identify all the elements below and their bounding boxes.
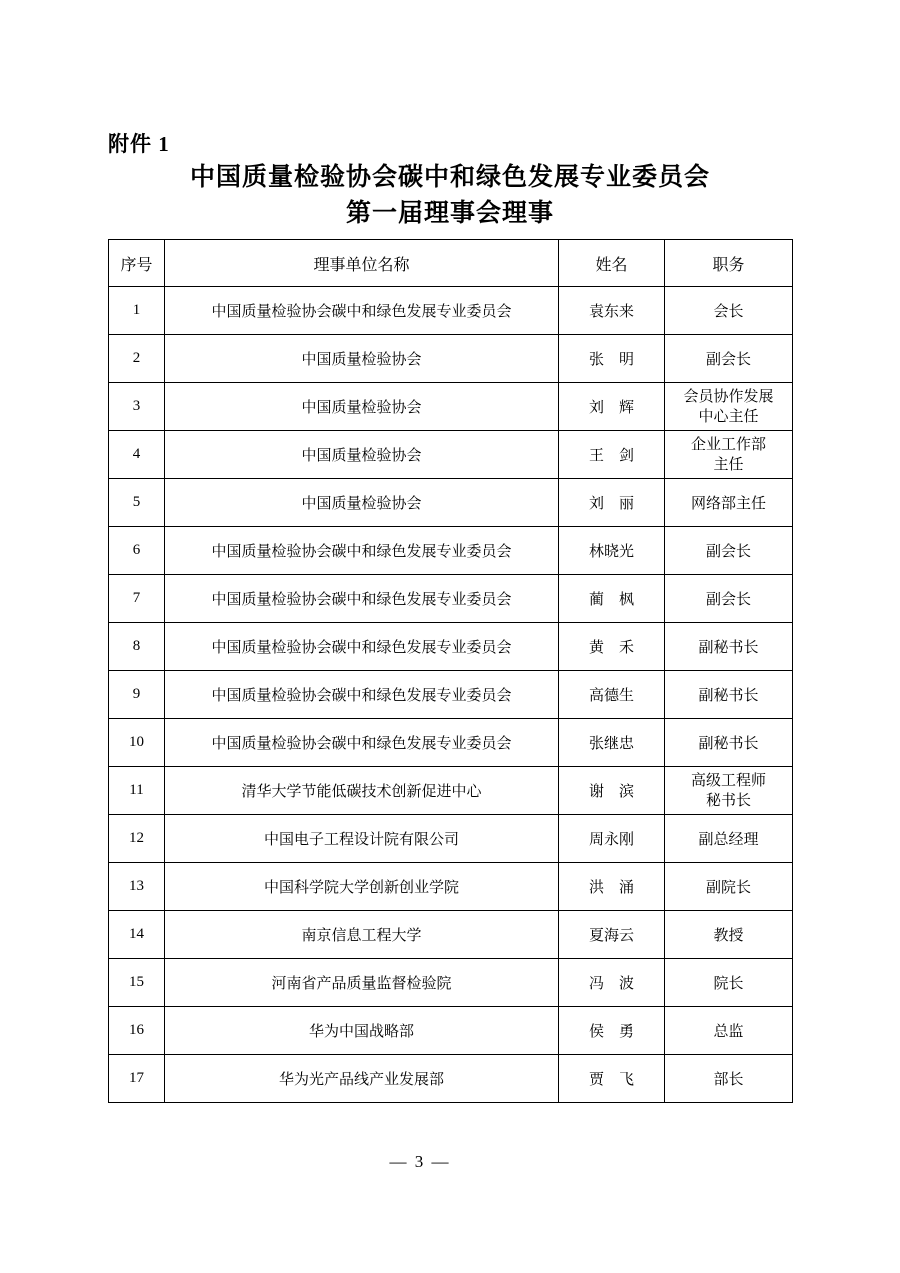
cell-name: 贾 飞 — [559, 1055, 665, 1103]
cell-name: 洪 涌 — [559, 863, 665, 911]
table-row — [109, 911, 793, 959]
cell-unit: 河南省产品质量监督检验院 — [165, 959, 559, 1007]
table-row — [109, 767, 793, 815]
cell-title: 副秘书长 — [665, 671, 793, 719]
cell-title-line-2: 中心主任 — [698, 408, 759, 425]
cell-title: 副秘书长 — [665, 623, 793, 671]
cell-title — [665, 431, 793, 479]
cell-name: 侯 勇 — [559, 1007, 665, 1055]
title-line-1: 中国质量检验协会碳中和绿色发展专业委员会 — [189, 164, 710, 191]
column-header-index: 序号 — [109, 240, 165, 287]
cell-name: 谢 滨 — [559, 767, 665, 815]
cell-title: 副院长 — [665, 863, 793, 911]
cell-index: 11 — [109, 767, 165, 815]
cell-unit: 华为光产品线产业发展部 — [165, 1055, 559, 1103]
page-number: — 3 — — [389, 1152, 451, 1171]
cell-index: 8 — [109, 623, 165, 671]
table-row — [109, 719, 793, 767]
page-title — [108, 160, 792, 232]
cell-name: 高德生 — [559, 671, 665, 719]
cell-name: 王 剑 — [559, 431, 665, 479]
cell-unit: 中国质量检验协会 — [165, 479, 559, 527]
cell-index: 16 — [109, 1007, 165, 1055]
cell-unit: 中国科学院大学创新创业学院 — [165, 863, 559, 911]
cell-title: 部长 — [665, 1055, 793, 1103]
cell-title — [665, 767, 793, 815]
cell-unit: 南京信息工程大学 — [165, 911, 559, 959]
table-row — [109, 335, 793, 383]
cell-index: 14 — [109, 911, 165, 959]
column-header-name: 姓名 — [559, 240, 665, 287]
cell-index: 6 — [109, 527, 165, 575]
cell-title: 副会长 — [665, 335, 793, 383]
cell-name: 黄 禾 — [559, 623, 665, 671]
cell-unit: 中国质量检验协会碳中和绿色发展专业委员会 — [165, 719, 559, 767]
table-row — [109, 383, 793, 431]
table-row — [109, 479, 793, 527]
cell-index: 15 — [109, 959, 165, 1007]
cell-unit: 华为中国战略部 — [165, 1007, 559, 1055]
cell-title: 教授 — [665, 911, 793, 959]
cell-name: 张继忠 — [559, 719, 665, 767]
cell-title-line-1: 企业工作部 — [690, 436, 766, 453]
table-row — [109, 527, 793, 575]
cell-index: 13 — [109, 863, 165, 911]
cell-index: 9 — [109, 671, 165, 719]
cell-name: 林晓光 — [559, 527, 665, 575]
title-line-2: 第一届理事会理事 — [345, 200, 554, 227]
cell-index: 7 — [109, 575, 165, 623]
cell-title-line-2: 主任 — [713, 456, 744, 473]
cell-title: 会长 — [665, 287, 793, 335]
cell-title: 副会长 — [665, 527, 793, 575]
table-row — [109, 863, 793, 911]
cell-name: 刘 丽 — [559, 479, 665, 527]
attachment-label: 附件 1 — [108, 132, 170, 156]
cell-title: 院长 — [665, 959, 793, 1007]
cell-title-line-1: 会员协作发展 — [683, 388, 774, 405]
cell-index: 3 — [109, 383, 165, 431]
cell-title — [665, 383, 793, 431]
table-row — [109, 623, 793, 671]
cell-index: 1 — [109, 287, 165, 335]
table-row — [109, 959, 793, 1007]
cell-name: 袁东来 — [559, 287, 665, 335]
cell-index: 12 — [109, 815, 165, 863]
cell-unit: 清华大学节能低碳技术创新促进中心 — [165, 767, 559, 815]
cell-title: 副会长 — [665, 575, 793, 623]
cell-unit: 中国质量检验协会 — [165, 383, 559, 431]
table-row — [109, 1007, 793, 1055]
cell-name: 冯 波 — [559, 959, 665, 1007]
cell-index: 4 — [109, 431, 165, 479]
cell-title-line-1: 高级工程师 — [690, 772, 766, 789]
cell-index: 10 — [109, 719, 165, 767]
table-row — [109, 431, 793, 479]
table-row — [109, 287, 793, 335]
cell-title: 副总经理 — [665, 815, 793, 863]
cell-unit: 中国质量检验协会 — [165, 431, 559, 479]
column-header-unit: 理事单位名称 — [165, 240, 559, 287]
cell-index: 2 — [109, 335, 165, 383]
cell-name: 蔺 枫 — [559, 575, 665, 623]
cell-name: 夏海云 — [559, 911, 665, 959]
table-row — [109, 1055, 793, 1103]
cell-title-line-2: 秘书长 — [705, 792, 751, 809]
cell-title: 总监 — [665, 1007, 793, 1055]
cell-unit: 中国质量检验协会碳中和绿色发展专业委员会 — [165, 575, 559, 623]
director-roster-table — [108, 239, 793, 1103]
cell-unit: 中国质量检验协会 — [165, 335, 559, 383]
cell-unit: 中国电子工程设计院有限公司 — [165, 815, 559, 863]
column-header-title: 职务 — [665, 240, 793, 287]
table-row — [109, 815, 793, 863]
cell-unit: 中国质量检验协会碳中和绿色发展专业委员会 — [165, 527, 559, 575]
cell-index: 5 — [109, 479, 165, 527]
cell-index: 17 — [109, 1055, 165, 1103]
cell-name: 周永刚 — [559, 815, 665, 863]
cell-unit: 中国质量检验协会碳中和绿色发展专业委员会 — [165, 671, 559, 719]
table-row — [109, 575, 793, 623]
cell-title: 副秘书长 — [665, 719, 793, 767]
cell-name: 刘 辉 — [559, 383, 665, 431]
table-row — [109, 671, 793, 719]
cell-title: 网络部主任 — [665, 479, 793, 527]
cell-name: 张 明 — [559, 335, 665, 383]
cell-unit: 中国质量检验协会碳中和绿色发展专业委员会 — [165, 623, 559, 671]
cell-unit: 中国质量检验协会碳中和绿色发展专业委员会 — [165, 287, 559, 335]
table-header-row — [109, 240, 793, 287]
